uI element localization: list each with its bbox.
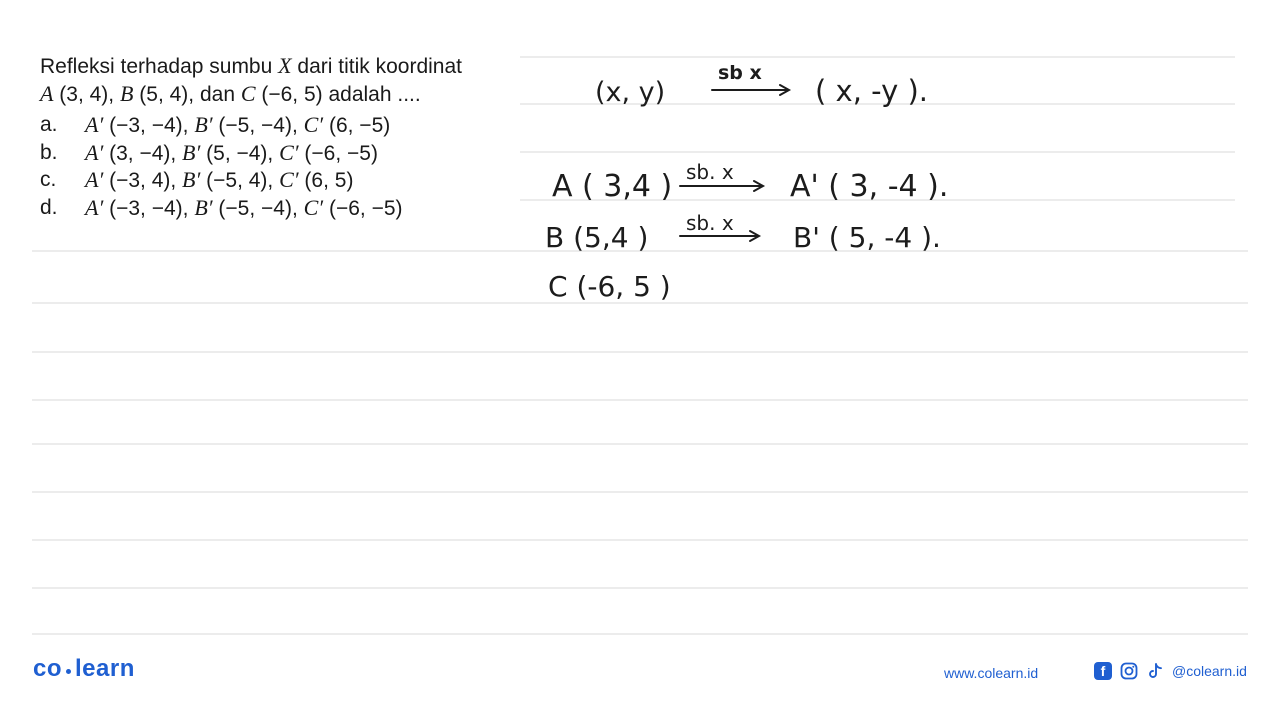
instagram-icon[interactable] [1120,662,1138,680]
option-a: a. A′ (−3, −4), B′ (−5, −4), C′ (6, −5) [40,112,391,137]
question-line-1: Refleksi terhadap sumbu X dari titik koordinat [40,53,463,78]
hw-row1-left: A ( 3,4 ) [552,169,673,204]
option-b: b. A′ (3, −4), B′ (5, −4), C′ (−6, −5) [40,139,378,165]
hw-row2-left: B (5,4 ) [545,221,649,254]
hw-row1-right: A' ( 3, -4 ). [790,169,949,204]
option-c: c. A′ (−3, 4), B′ (−5, 4), C′ (6, 5) [40,167,354,192]
colearn-logo: co learn [33,655,135,682]
question-line-2: A (3, 4), B (5, 4), dan C (−6, 5) adalah .... [40,81,421,106]
tiktok-icon[interactable] [1146,662,1164,680]
hw-row3-left: C (-6, 5 ) [548,270,671,303]
hw-rule-label: sb x [718,62,762,84]
hw-rule-right: ( x, -y ). [815,74,928,108]
facebook-icon[interactable]: f [1094,662,1112,680]
logo-dot-icon [66,669,71,674]
hw-rule-left: (x, y) [595,77,666,108]
option-d: d. A′ (−3, −4), B′ (−5, −4), C′ (−6, −5) [40,194,403,220]
website-link[interactable]: www.colearn.id [944,665,1039,681]
social-links [1094,662,1247,680]
hw-row2-right: B' ( 5, -4 ). [793,221,941,254]
hw-arrow-icon [712,85,789,95]
social-handle[interactable]: @colearn.id [1172,663,1247,679]
hw-row1-label: sb. x [686,160,734,184]
hw-row2-label: sb. x [686,211,734,235]
